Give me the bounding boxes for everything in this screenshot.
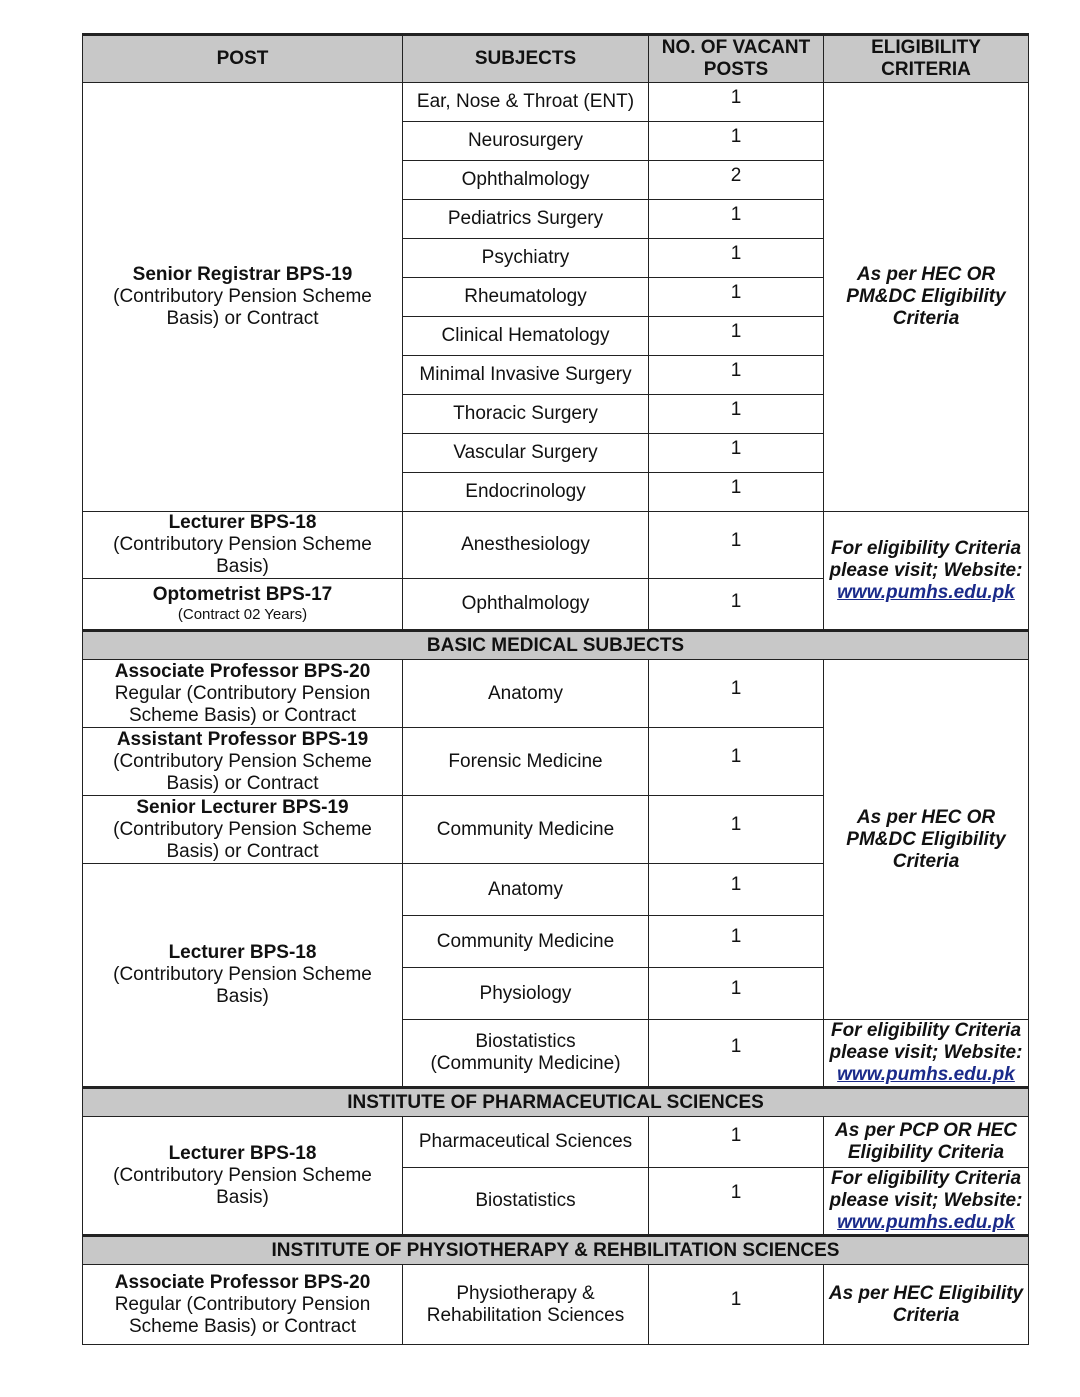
posts-cell: 1 (649, 1265, 824, 1345)
subject-cell: Anatomy (403, 864, 649, 916)
website-link[interactable]: www.pumhs.edu.pk (837, 581, 1015, 603)
eligibility-pcp-hec (824, 1117, 1029, 1168)
subject-cell: Community Medicine (403, 916, 649, 968)
post-detail: Basis) or Contract (166, 840, 319, 862)
post-lecturer-pharma (83, 1117, 403, 1236)
post-detail: (Contributory Pension Scheme (113, 286, 372, 307)
subject-cell: Neurosurgery (403, 122, 649, 161)
post-detail: (Contributory Pension Scheme (113, 750, 372, 772)
subject-cell: Pharmaceutical Sciences (403, 1117, 649, 1168)
post-associate-professor-physio (83, 1265, 403, 1345)
header-vacant-line1: NO. OF VACANT (661, 37, 811, 58)
subject-line: Biostatistics (475, 1031, 576, 1052)
posts-cell: 1 (649, 200, 824, 239)
post-detail: (Contributory Pension Scheme (113, 818, 372, 840)
post-title: Associate Professor BPS-20 (114, 1271, 371, 1293)
eligibility-line: As per HEC Eligibility (828, 1282, 1024, 1304)
posts-cell: 1 (649, 317, 824, 356)
post-detail: Basis) (216, 556, 269, 577)
posts-cell: 1 (649, 122, 824, 161)
subject-cell (403, 1265, 649, 1345)
post-detail: Regular (Contributory Pension (114, 1293, 371, 1315)
table-row (83, 512, 1029, 579)
eligibility-line: For eligibility Criteria (830, 537, 1022, 559)
eligibility-line: please visit; Website: (829, 1042, 1023, 1063)
eligibility-website (824, 512, 1029, 631)
post-detail: Scheme Basis) or Contract (128, 1315, 357, 1337)
eligibility-website (824, 1168, 1029, 1236)
posts-cell: 1 (649, 83, 824, 122)
section-title-basic: BASIC MEDICAL SUBJECTS (83, 631, 1029, 660)
posts-cell: 1 (649, 278, 824, 317)
eligibility-hec-pmdc (824, 660, 1029, 1020)
eligibility-website (824, 1020, 1029, 1088)
subject-line: Physiotherapy & (456, 1282, 595, 1304)
post-detail: (Contributory Pension Scheme (113, 964, 372, 985)
posts-cell: 1 (649, 1020, 824, 1088)
post-title: Lecturer BPS-18 (168, 1142, 317, 1164)
subject-cell: Endocrinology (403, 473, 649, 512)
posts-cell: 1 (649, 864, 824, 916)
post-detail: Basis) or Contract (166, 308, 319, 329)
header-subjects: SUBJECTS (403, 35, 649, 83)
subject-cell: Biostatistics (403, 1168, 649, 1236)
eligibility-line: PM&DC Eligibility (846, 286, 1006, 307)
subject-cell: Psychiatry (403, 239, 649, 278)
subject-cell: Vascular Surgery (403, 434, 649, 473)
posts-cell: 1 (649, 579, 824, 631)
subject-cell (403, 1020, 649, 1088)
post-associate-professor (83, 660, 403, 728)
table-row (83, 660, 1029, 728)
post-assistant-professor (83, 728, 403, 796)
eligibility-line: Eligibility Criteria (847, 1142, 1005, 1163)
posts-cell: 1 (649, 796, 824, 864)
subject-cell: Ophthalmology (403, 161, 649, 200)
post-detail: Basis) or Contract (166, 772, 319, 794)
subject-cell: Pediatrics Surgery (403, 200, 649, 239)
eligibility-line: For eligibility Criteria (830, 1020, 1022, 1041)
subject-cell: Forensic Medicine (403, 728, 649, 796)
eligibility-line: As per HEC OR (856, 806, 996, 828)
eligibility-line: PM&DC Eligibility (846, 828, 1006, 850)
subject-cell: Anatomy (403, 660, 649, 728)
subject-cell: Ear, Nose & Throat (ENT) (403, 83, 649, 122)
post-lecturer (83, 512, 403, 579)
subject-cell: Clinical Hematology (403, 317, 649, 356)
subject-cell: Minimal Invasive Surgery (403, 356, 649, 395)
post-title: Lecturer BPS-18 (168, 942, 317, 963)
post-detail: Scheme Basis) or Contract (128, 704, 357, 726)
section-row (83, 1236, 1029, 1265)
subject-cell: Community Medicine (403, 796, 649, 864)
posts-cell: 1 (649, 356, 824, 395)
section-row (83, 631, 1029, 660)
website-link[interactable]: www.pumhs.edu.pk (837, 1212, 1015, 1233)
post-detail: (Contributory Pension Scheme (113, 1164, 372, 1186)
eligibility-line: Criteria (892, 308, 960, 329)
post-senior-lecturer (83, 796, 403, 864)
posts-cell: 1 (649, 395, 824, 434)
subject-cell: Thoracic Surgery (403, 395, 649, 434)
eligibility-hec (824, 1265, 1029, 1345)
posts-cell: 1 (649, 728, 824, 796)
subject-line: (Community Medicine) (430, 1053, 621, 1074)
header-vacant-posts (649, 35, 824, 83)
eligibility-line: For eligibility Criteria (830, 1168, 1022, 1189)
post-lecturer-basic (83, 864, 403, 1088)
post-detail: Basis) (216, 1186, 269, 1208)
posts-cell: 1 (649, 660, 824, 728)
eligibility-line: Criteria (892, 850, 960, 872)
posts-cell: 1 (649, 473, 824, 512)
eligibility-line: As per PCP OR HEC (835, 1120, 1017, 1141)
table-row (83, 83, 1029, 122)
post-title: Lecturer BPS-18 (168, 512, 317, 533)
subject-cell: Physiology (403, 968, 649, 1020)
subject-line: Rehabilitation Sciences (426, 1304, 625, 1326)
header-eligibility-line1: ELIGIBILITY (871, 37, 981, 58)
subject-cell: Rheumatology (403, 278, 649, 317)
posts-cell: 1 (649, 434, 824, 473)
eligibility-line: As per HEC OR (856, 264, 996, 285)
posts-cell: 1 (649, 512, 824, 579)
posts-cell: 1 (649, 916, 824, 968)
posts-cell: 1 (649, 1168, 824, 1236)
eligibility-line: please visit; Website: (829, 559, 1023, 581)
post-title: Assistant Professor BPS-19 (116, 728, 369, 750)
post-detail: (Contributory Pension Scheme (113, 534, 372, 555)
post-optometrist (83, 579, 403, 631)
header-eligibility-line2: CRITERIA (881, 59, 971, 80)
post-title: Associate Professor BPS-20 (114, 660, 371, 682)
post-title: Senior Lecturer BPS-19 (136, 796, 349, 818)
posts-cell: 1 (649, 1117, 824, 1168)
eligibility-hec-pmdc (824, 83, 1029, 512)
post-detail: Regular (Contributory Pension (114, 682, 371, 704)
post-senior-registrar (83, 83, 403, 512)
post-detail: Basis) (216, 986, 269, 1007)
header-eligibility (824, 35, 1029, 83)
post-title: Optometrist BPS-17 (152, 584, 333, 605)
header-row (83, 35, 1029, 83)
posts-cell: 1 (649, 968, 824, 1020)
section-title-physio: INSTITUTE OF PHYSIOTHERAPY & REHBILITATION SCIENCES (83, 1236, 1029, 1265)
website-link[interactable]: www.pumhs.edu.pk (837, 1064, 1015, 1085)
subject-cell: Ophthalmology (403, 579, 649, 631)
post-title: Senior Registrar BPS-19 (132, 264, 353, 285)
table-row (83, 1265, 1029, 1345)
posts-cell: 2 (649, 161, 824, 200)
section-row (83, 1088, 1029, 1117)
eligibility-line: please visit; Website: (829, 1190, 1023, 1211)
header-vacant-line2: POSTS (703, 59, 769, 80)
subject-cell: Anesthesiology (403, 512, 649, 579)
table-row (83, 1117, 1029, 1168)
eligibility-line: Criteria (892, 1304, 960, 1326)
posts-cell: 1 (649, 239, 824, 278)
vacancy-table (82, 33, 1029, 1345)
section-title-pharma: INSTITUTE OF PHARMACEUTICAL SCIENCES (83, 1088, 1029, 1117)
post-detail: (Contract 02 Years) (177, 606, 308, 623)
header-post: POST (83, 35, 403, 83)
